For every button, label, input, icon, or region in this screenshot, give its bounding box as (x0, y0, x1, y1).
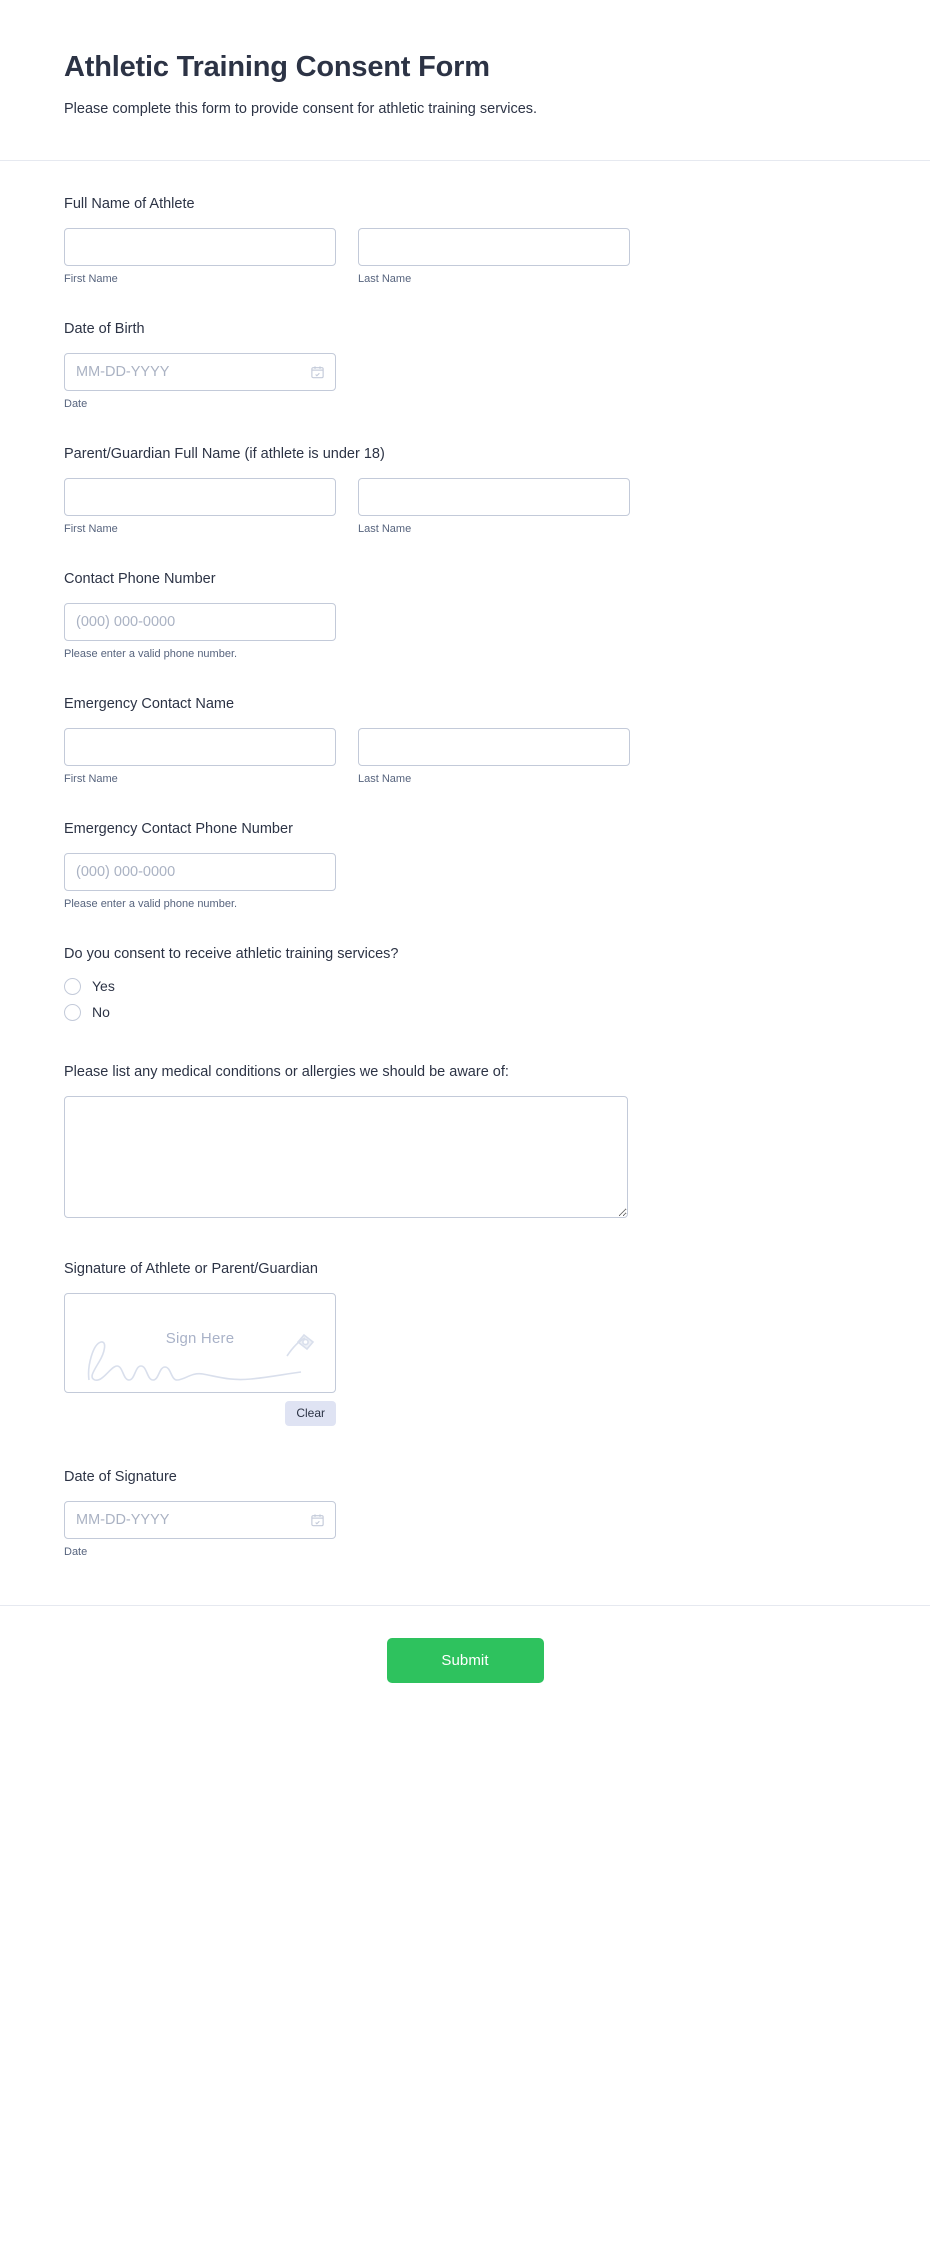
date-of-signature-sublabel: Date (64, 1545, 88, 1558)
medical-conditions-textarea[interactable] (64, 1096, 628, 1218)
guardian-first-name-sublabel: First Name (64, 522, 118, 535)
signature-scribble-icon (71, 1336, 315, 1386)
field-emergency-contact-phone (64, 820, 866, 911)
signature-clear-row (64, 1401, 336, 1427)
field-guardian-name (64, 445, 866, 536)
consent-option-no[interactable] (64, 1004, 866, 1021)
radio-circle-icon[interactable] (64, 978, 81, 995)
field-athlete-name (64, 195, 866, 286)
date-of-birth-wrap (64, 353, 336, 391)
contact-phone-input[interactable] (64, 603, 336, 641)
signature-label: Signature of Athlete or Parent/Guardian (64, 1260, 318, 1277)
medical-conditions-label: Please list any medical conditions or allergies we should be aware of: (64, 1063, 509, 1080)
guardian-name-row (64, 478, 866, 536)
guardian-first-name-input[interactable] (64, 478, 336, 516)
form-subtitle: Please complete this form to provide consent for athletic training services. (64, 100, 538, 117)
emergency-last-name-sublabel: Last Name (358, 772, 412, 785)
signature-pad[interactable] (64, 1293, 336, 1393)
emergency-last-name-input[interactable] (358, 728, 630, 766)
field-consent (64, 945, 866, 1021)
emergency-first-name-col (64, 728, 336, 786)
athlete-name-row (64, 228, 866, 286)
clear-signature-button[interactable]: Clear (285, 1401, 336, 1427)
emergency-contact-phone-input[interactable] (64, 853, 336, 891)
date-of-signature-label: Date of Signature (64, 1469, 177, 1486)
field-signature (64, 1260, 866, 1426)
athlete-first-name-col (64, 228, 336, 286)
consent-label: Do you consent to receive athletic training services? (64, 946, 399, 962)
guardian-last-name-col (358, 478, 630, 536)
contact-phone-sublabel: Please enter a valid phone number. (64, 647, 238, 660)
field-date-of-birth (64, 320, 866, 411)
consent-option-yes-label: Yes (92, 978, 115, 995)
athlete-last-name-sublabel: Last Name (358, 272, 412, 285)
emergency-first-name-input[interactable] (64, 728, 336, 766)
date-of-birth-label: Date of Birth (64, 320, 145, 337)
guardian-name-label: Parent/Guardian Full Name (if athlete is under 18) (64, 445, 385, 462)
athlete-last-name-input[interactable] (358, 228, 630, 266)
emergency-contact-name-row (64, 728, 866, 786)
consent-radio-group (64, 978, 866, 1021)
guardian-last-name-sublabel: Last Name (358, 522, 412, 535)
date-of-signature-input[interactable] (64, 1501, 336, 1539)
signature-wrap (64, 1293, 336, 1427)
date-of-birth-sublabel: Date (64, 397, 88, 410)
guardian-last-name-input[interactable] (358, 478, 630, 516)
athlete-name-label: Full Name of Athlete (64, 195, 195, 212)
consent-option-yes[interactable] (64, 978, 866, 995)
signature-hint: Sign Here (165, 1329, 235, 1347)
field-medical-conditions (64, 1063, 866, 1218)
date-of-signature-wrap (64, 1501, 336, 1539)
contact-phone-label: Contact Phone Number (64, 570, 216, 587)
guardian-first-name-col (64, 478, 336, 536)
date-of-birth-input[interactable] (64, 353, 336, 391)
pen-icon (283, 1330, 317, 1360)
emergency-contact-phone-label: Emergency Contact Phone Number (64, 820, 293, 837)
emergency-contact-name-label: Emergency Contact Name (64, 695, 235, 712)
radio-circle-icon[interactable] (64, 1004, 81, 1021)
athlete-first-name-input[interactable] (64, 228, 336, 266)
emergency-contact-phone-sublabel: Please enter a valid phone number. (64, 897, 238, 910)
athlete-last-name-col (358, 228, 630, 286)
form-footer (0, 1605, 930, 1723)
emergency-last-name-col (358, 728, 630, 786)
form-header (0, 0, 930, 161)
field-contact-phone (64, 570, 866, 661)
page-title: Athletic Training Consent Form (64, 51, 490, 83)
consent-option-no-label: No (92, 1004, 110, 1021)
athlete-first-name-sublabel: First Name (64, 272, 118, 285)
emergency-first-name-sublabel: First Name (64, 772, 118, 785)
field-emergency-contact-name (64, 695, 866, 786)
field-date-of-signature (64, 1468, 866, 1559)
submit-button[interactable]: Submit (387, 1638, 544, 1683)
form-body (0, 161, 930, 1605)
